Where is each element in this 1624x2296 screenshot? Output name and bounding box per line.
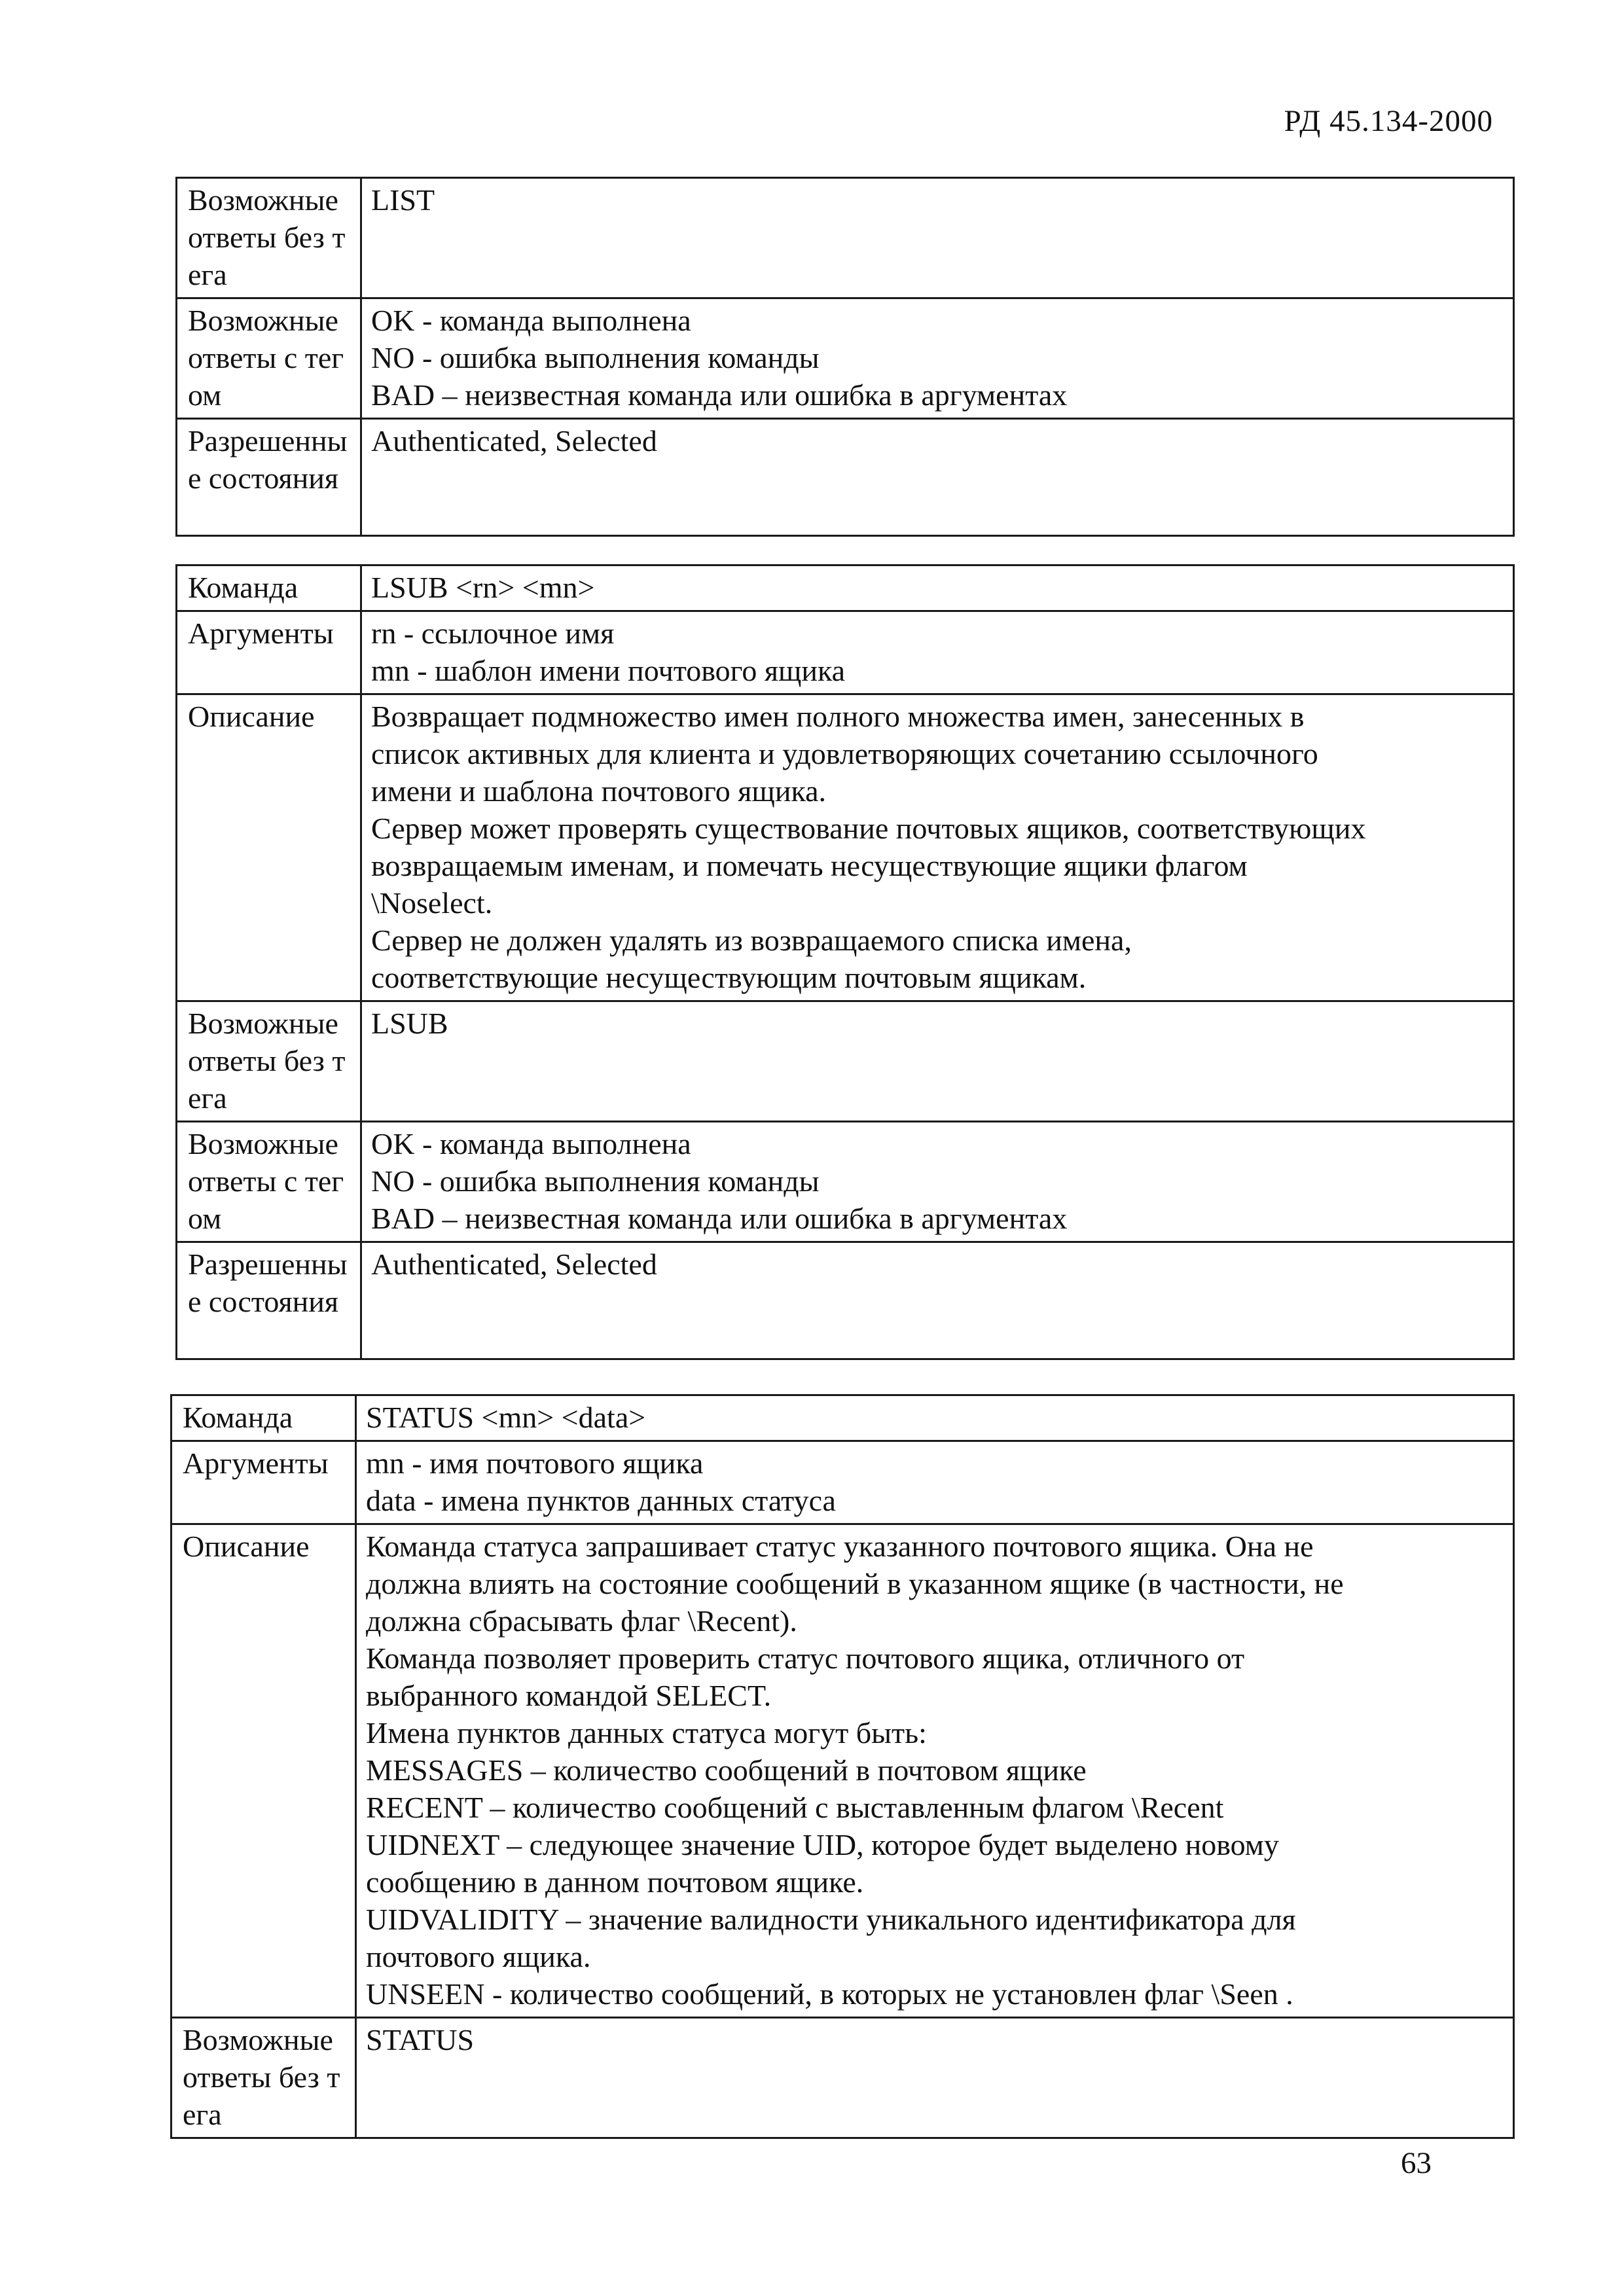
- table-row: [177, 565, 1514, 611]
- content-line: Authenticated, Selected: [371, 1247, 657, 1281]
- row-label: Возможные ответы без тега: [177, 178, 361, 298]
- content-line: LSUB <rn> <mn>: [371, 571, 595, 604]
- content-line: LIST: [371, 183, 435, 217]
- row-label: Возможные ответы с тегом: [177, 1122, 361, 1242]
- table-row: [177, 298, 1514, 419]
- table-row: [177, 1001, 1514, 1122]
- content-line: Сервер может проверять существование почтовых ящиков, соответствующих: [371, 812, 1366, 845]
- content-line: BAD – неизвестная команда или ошибка в аргументах: [371, 378, 1068, 412]
- content-line: NO - ошибка выполнения команды: [371, 1164, 820, 1198]
- table-row: [177, 178, 1514, 298]
- row-label: Аргументы: [171, 1441, 356, 1524]
- content-line: STATUS <mn> <data>: [366, 1401, 646, 1434]
- row-content: [361, 565, 1514, 611]
- status-command-table: [170, 1394, 1515, 2139]
- content-line: UNSEEN - количество сообщений, в которых не установлен флаг \Seen .: [366, 1977, 1293, 2011]
- table-row: [171, 1524, 1514, 2018]
- content-line: соответствующие несуществующим почтовым ящикам.: [371, 961, 1087, 994]
- table-row: [171, 1395, 1514, 1441]
- content-line: \Noselect.: [371, 886, 493, 920]
- row-content: [361, 1242, 1514, 1359]
- content-line: возвращаемым именам, и помечать несуществующие ящики флагом: [371, 849, 1248, 882]
- content-line: UIDVALIDITY – значение валидности уникального идентификатора для: [366, 1903, 1296, 1936]
- row-content: [356, 1524, 1514, 2018]
- page-header: РД 45.134-2000: [1284, 104, 1493, 138]
- row-label: Разрешенные состояния: [177, 1242, 361, 1359]
- content-line: OK - команда выполнена: [371, 1127, 691, 1160]
- content-line: OK - команда выполнена: [371, 304, 691, 337]
- content-line: Authenticated, Selected: [371, 424, 657, 457]
- content-line: должна сбрасывать флаг \Recent).: [366, 1604, 797, 1638]
- table-row: [171, 2018, 1514, 2138]
- content-line: RECENT – количество сообщений с выставленным флагом \Recent: [366, 1791, 1224, 1824]
- row-content: [361, 611, 1514, 694]
- content-line: UIDNEXT – следующее значение UID, которое будет выделено новому: [366, 1828, 1279, 1861]
- lsub-command-table: [175, 564, 1515, 1360]
- row-content: [361, 1001, 1514, 1122]
- content-line: LSUB: [371, 1007, 448, 1040]
- content-line: MESSAGES – количество сообщений в почтовом ящике: [366, 1753, 1087, 1787]
- row-label: Возможные ответы без тега: [171, 2018, 356, 2138]
- table-row: [177, 419, 1514, 536]
- table-row: [171, 1441, 1514, 1524]
- content-line: должна влиять на состояние сообщений в указанном ящике (в частности, не: [366, 1567, 1344, 1600]
- content-line: NO - ошибка выполнения команды: [371, 341, 820, 374]
- row-content: [356, 1441, 1514, 1524]
- content-line: mn - имя почтового ящика: [366, 1446, 704, 1480]
- list-command-table: [175, 177, 1515, 537]
- row-label: Разрешенные состояния: [177, 419, 361, 536]
- row-content: [361, 298, 1514, 419]
- content-line: data - имена пунктов данных статуса: [366, 1484, 836, 1517]
- content-line: сообщению в данном почтовом ящике.: [366, 1865, 864, 1899]
- content-line: Команда позволяет проверить статус почтового ящика, отличного от: [366, 1641, 1245, 1675]
- row-label: Описание: [177, 694, 361, 1001]
- row-label: Возможные ответы с тегом: [177, 298, 361, 419]
- row-content: [361, 694, 1514, 1001]
- table-row: [177, 1122, 1514, 1242]
- row-content: [361, 178, 1514, 298]
- row-content: [361, 1122, 1514, 1242]
- table-row: [177, 611, 1514, 694]
- content-line: Команда статуса запрашивает статус указанного почтового ящика. Она не: [366, 1530, 1314, 1563]
- content-line: Возвращает подмножество имен полного множества имен, занесенных в: [371, 700, 1305, 733]
- content-line: список активных для клиента и удовлетворяющих сочетанию ссылочного: [371, 737, 1318, 770]
- table-row: [177, 1242, 1514, 1359]
- row-content: [361, 419, 1514, 536]
- content-line: Имена пунктов данных статуса могут быть:: [366, 1716, 927, 1749]
- row-label: Возможные ответы без тега: [177, 1001, 361, 1122]
- content-line: mn - шаблон имени почтового ящика: [371, 654, 846, 687]
- row-content: [356, 2018, 1514, 2138]
- row-label: Команда: [171, 1395, 356, 1441]
- row-label: Команда: [177, 565, 361, 611]
- content-line: BAD – неизвестная команда или ошибка в аргументах: [371, 1202, 1068, 1235]
- content-line: имени и шаблона почтового ящика.: [371, 774, 827, 808]
- content-line: Сервер не должен удалять из возвращаемого списка имена,: [371, 924, 1132, 957]
- table-row: [177, 694, 1514, 1001]
- content-line: выбранного командой SELECT.: [366, 1679, 772, 1712]
- content-line: STATUS: [366, 2023, 475, 2056]
- row-label: Аргументы: [177, 611, 361, 694]
- content-line: rn - ссылочное имя: [371, 617, 615, 650]
- row-content: [356, 1395, 1514, 1441]
- content-line: почтового ящика.: [366, 1940, 591, 1973]
- row-label: Описание: [171, 1524, 356, 2018]
- page-number: 63: [1401, 2146, 1432, 2180]
